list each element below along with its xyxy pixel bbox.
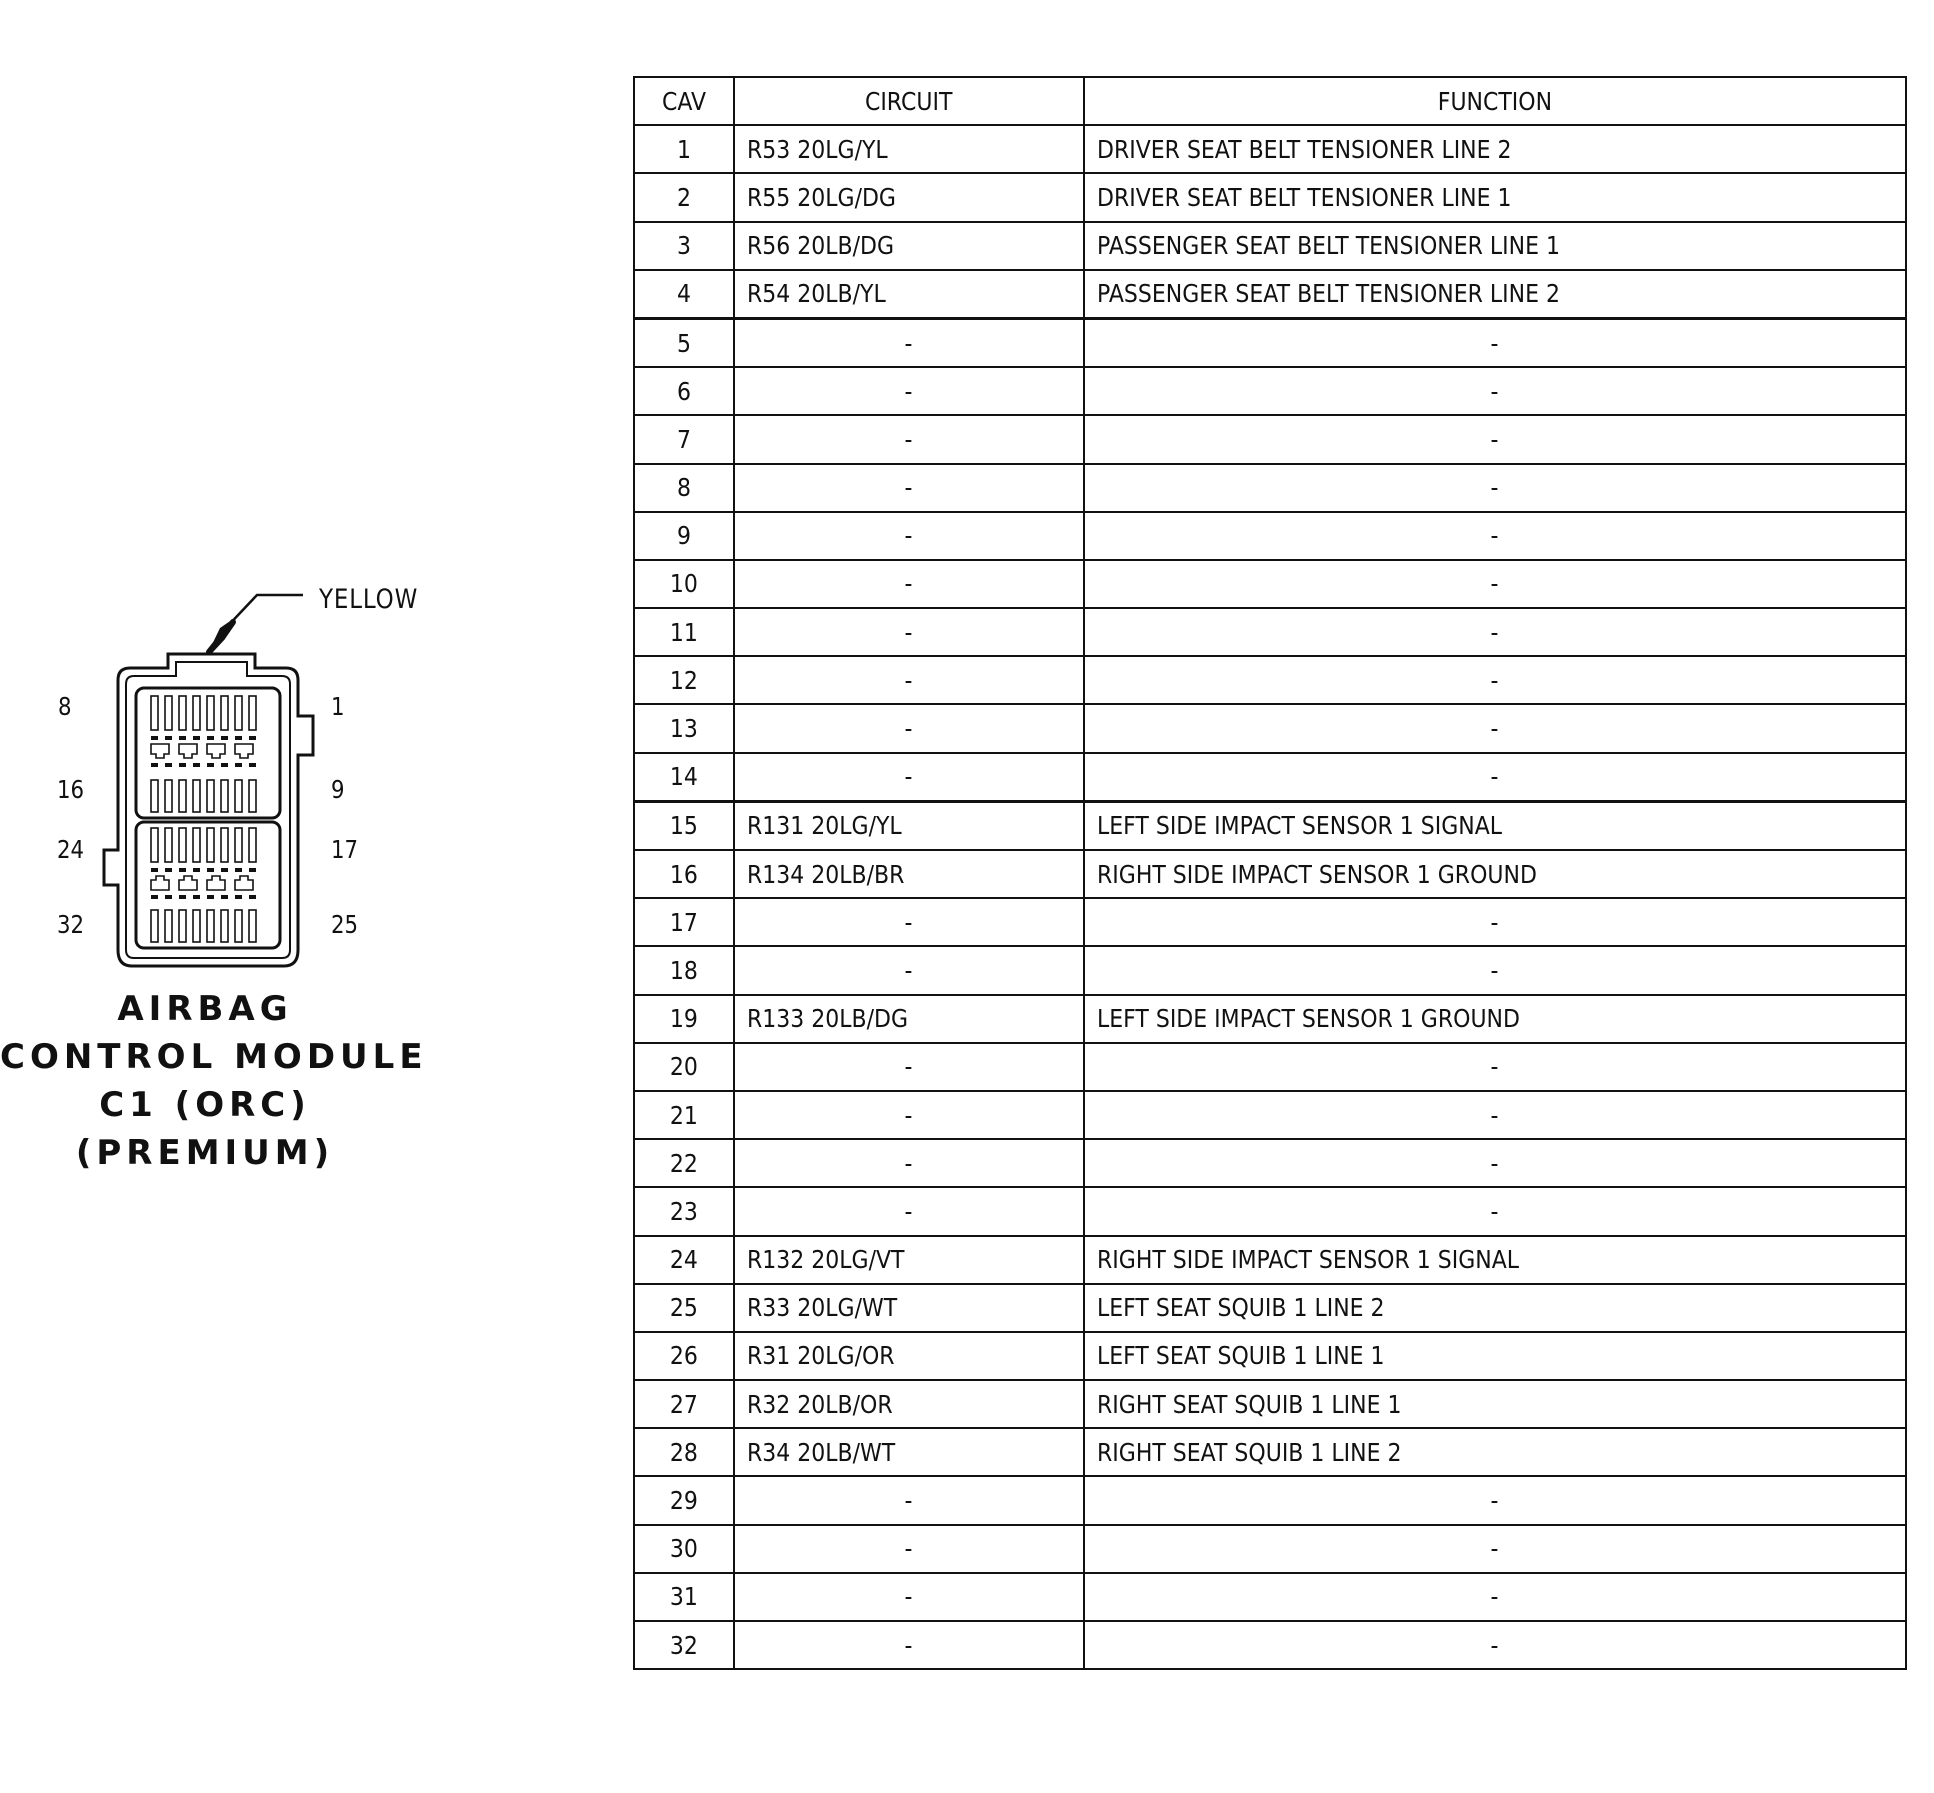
cell-circuit: - [734,512,1084,560]
terminal-mark [165,763,172,767]
cell-cav: 6 [634,367,734,415]
cell-circuit: - [734,318,1084,367]
terminal-slot [235,780,242,812]
terminal-slot [165,910,172,942]
pin-label-25: 25 [331,910,359,939]
cell-function: - [1084,367,1906,415]
table-row [634,1236,1906,1284]
terminal-mark [165,895,172,899]
cell-circuit: R54 20LB/YL [734,270,1084,319]
terminal-mark [221,736,228,740]
terminal-slot [179,910,186,942]
cell-cav: 26 [634,1332,734,1380]
cell-circuit: R132 20LG/VT [734,1236,1084,1284]
cell-circuit: R31 20LG/OR [734,1332,1084,1380]
cell-cav: 9 [634,512,734,560]
terminal-slot [207,828,214,862]
cell-cav: 18 [634,946,734,994]
header-cav: CAV [634,77,734,125]
table-row [634,656,1906,704]
terminal-mark [235,736,242,740]
terminal-slot [249,696,256,730]
cell-circuit: R56 20LB/DG [734,222,1084,270]
terminal-mark [151,868,158,872]
terminal-mark [179,763,186,767]
cell-cav: 10 [634,560,734,608]
terminal-slot [165,696,172,730]
terminal-slot [207,910,214,942]
cell-circuit: R133 20LB/DG [734,995,1084,1043]
cell-function: RIGHT SIDE IMPACT SENSOR 1 GROUND [1084,850,1906,898]
terminal-slot [193,696,200,730]
cell-cav: 31 [634,1573,734,1621]
table-row [634,898,1906,946]
cell-function: DRIVER SEAT BELT TENSIONER LINE 1 [1084,173,1906,221]
cell-circuit: - [734,704,1084,752]
terminal-mark [193,868,200,872]
pin-label-1: 1 [331,692,345,721]
terminal-mark [165,736,172,740]
terminal-slot [165,780,172,812]
connector-color-label: YELLOW [319,584,419,615]
cell-cav: 15 [634,801,734,850]
cell-circuit: - [734,898,1084,946]
cell-cav: 3 [634,222,734,270]
cell-cav: 7 [634,415,734,463]
cell-circuit: - [734,560,1084,608]
cell-function: - [1084,1139,1906,1187]
cell-circuit: - [734,367,1084,415]
terminal-mark [221,868,228,872]
table-row [634,946,1906,994]
cell-function: - [1084,1187,1906,1235]
cell-function: - [1084,318,1906,367]
table-row [634,1332,1906,1380]
terminal-mark [249,868,256,872]
terminal-slot [221,780,228,812]
cell-function: PASSENGER SEAT BELT TENSIONER LINE 1 [1084,222,1906,270]
cell-cav: 29 [634,1476,734,1524]
terminal-mark [221,763,228,767]
connector-title-line: (PREMIUM) [75,1133,335,1173]
cell-cav: 13 [634,704,734,752]
pinout-table [633,76,1907,1670]
connector-title-line: CONTROL MODULE [0,1037,428,1077]
cell-circuit: R34 20LB/WT [734,1428,1084,1476]
table-row [634,1525,1906,1573]
cell-circuit: - [734,656,1084,704]
terminal-slot [221,910,228,942]
cell-circuit: - [734,1621,1084,1669]
cell-function: - [1084,753,1906,802]
cell-circuit: - [734,1139,1084,1187]
cell-cav: 21 [634,1091,734,1139]
cell-function: RIGHT SIDE IMPACT SENSOR 1 SIGNAL [1084,1236,1906,1284]
cell-function: PASSENGER SEAT BELT TENSIONER LINE 2 [1084,270,1906,319]
cell-function: - [1084,946,1906,994]
terminal-mark [207,763,214,767]
cell-function: - [1084,1621,1906,1669]
cell-circuit: R33 20LG/WT [734,1284,1084,1332]
cell-function: LEFT SIDE IMPACT SENSOR 1 SIGNAL [1084,801,1906,850]
cell-function: - [1084,1043,1906,1091]
pin-label-17: 17 [331,835,359,864]
cell-cav: 22 [634,1139,734,1187]
table-header-row [634,77,1906,125]
cell-circuit: - [734,946,1084,994]
cell-function: - [1084,464,1906,512]
cell-function: - [1084,1573,1906,1621]
cell-circuit: - [734,608,1084,656]
table-row [634,512,1906,560]
table-row [634,173,1906,221]
pin-label-16: 16 [57,775,85,804]
connector-title-line: AIRBAG [117,989,293,1029]
cell-circuit: - [734,415,1084,463]
terminal-mark [151,763,158,767]
table-row [634,560,1906,608]
terminal-slot [179,696,186,730]
cell-cav: 17 [634,898,734,946]
cell-function: LEFT SEAT SQUIB 1 LINE 1 [1084,1332,1906,1380]
table-row [634,1187,1906,1235]
terminal-mark [151,895,158,899]
terminal-mark [207,895,214,899]
cell-cav: 8 [634,464,734,512]
terminal-slot [235,828,242,862]
table-row [634,850,1906,898]
cell-cav: 14 [634,753,734,802]
terminal-mark [235,895,242,899]
cell-cav: 19 [634,995,734,1043]
cell-circuit: - [734,1091,1084,1139]
terminal-slot [249,910,256,942]
cell-cav: 20 [634,1043,734,1091]
table-row [634,1428,1906,1476]
table-row [634,367,1906,415]
cell-cav: 4 [634,270,734,319]
cell-function: - [1084,704,1906,752]
table-row [634,125,1906,173]
table-row [634,1091,1906,1139]
table-row [634,801,1906,850]
cell-cav: 27 [634,1380,734,1428]
terminal-slot [193,780,200,812]
cell-circuit: - [734,1525,1084,1573]
terminal-mark [249,736,256,740]
connector-title-line: C1 (ORC) [99,1085,311,1125]
terminal-slot [221,696,228,730]
terminal-mark [193,736,200,740]
terminal-mark [235,868,242,872]
cell-circuit: R32 20LB/OR [734,1380,1084,1428]
table-row [634,1380,1906,1428]
cell-cav: 28 [634,1428,734,1476]
cell-cav: 11 [634,608,734,656]
terminal-slot [207,780,214,812]
cell-function: - [1084,560,1906,608]
cell-function: - [1084,1476,1906,1524]
cell-circuit: - [734,464,1084,512]
table-row [634,1043,1906,1091]
terminal-mark [207,868,214,872]
terminal-mark [193,763,200,767]
cell-function: DRIVER SEAT BELT TENSIONER LINE 2 [1084,125,1906,173]
terminal-slot [151,696,158,730]
cell-function: LEFT SIDE IMPACT SENSOR 1 GROUND [1084,995,1906,1043]
table-row [634,608,1906,656]
cell-circuit: R131 20LG/YL [734,801,1084,850]
cell-cav: 25 [634,1284,734,1332]
connector-title [0,985,428,1177]
terminal-slot [179,828,186,862]
cell-circuit: R134 20LB/BR [734,850,1084,898]
terminal-slot [249,780,256,812]
terminal-mark [165,868,172,872]
terminal-slot [249,828,256,862]
terminal-mark [151,736,158,740]
pin-label-9: 9 [331,775,345,804]
terminal-slot [179,780,186,812]
color-pointer-arrow [207,595,303,655]
cell-cav: 30 [634,1525,734,1573]
pin-label-8: 8 [58,692,72,721]
table-row [634,753,1906,802]
terminal-mark [249,895,256,899]
cell-cav: 1 [634,125,734,173]
table-row [634,318,1906,367]
cell-function: - [1084,1525,1906,1573]
cell-function: RIGHT SEAT SQUIB 1 LINE 2 [1084,1428,1906,1476]
pin-label-24: 24 [57,835,85,864]
cell-function: - [1084,415,1906,463]
table-row [634,222,1906,270]
table-row [634,1476,1906,1524]
cell-circuit: - [734,1187,1084,1235]
table-row [634,704,1906,752]
cell-function: - [1084,608,1906,656]
cell-function: - [1084,1091,1906,1139]
table-row [634,1139,1906,1187]
header-circuit: CIRCUIT [734,77,1084,125]
table-row [634,415,1906,463]
terminal-slot [193,910,200,942]
header-function: FUNCTION [1084,77,1906,125]
table-row [634,464,1906,512]
cell-function: - [1084,656,1906,704]
cell-cav: 24 [634,1236,734,1284]
terminal-mark [193,895,200,899]
cell-cav: 2 [634,173,734,221]
terminal-mark [207,736,214,740]
pin-label-32: 32 [57,910,85,939]
cell-cav: 16 [634,850,734,898]
cell-cav: 23 [634,1187,734,1235]
cell-circuit: - [734,1476,1084,1524]
cell-function: - [1084,898,1906,946]
cell-cav: 12 [634,656,734,704]
cell-cav: 32 [634,1621,734,1669]
cell-circuit: - [734,1043,1084,1091]
terminal-mark [235,763,242,767]
terminal-slot [151,828,158,862]
table-row [634,1284,1906,1332]
terminal-slot [235,696,242,730]
cell-circuit: R55 20LG/DG [734,173,1084,221]
table-row [634,995,1906,1043]
cell-function: LEFT SEAT SQUIB 1 LINE 2 [1084,1284,1906,1332]
terminal-slot [151,780,158,812]
terminal-slot [221,828,228,862]
terminal-mark [221,895,228,899]
table-row [634,270,1906,319]
cell-cav: 5 [634,318,734,367]
table-row [634,1621,1906,1669]
terminal-slot [165,828,172,862]
terminal-slot [193,828,200,862]
terminal-slot [235,910,242,942]
terminal-slot [207,696,214,730]
terminal-mark [179,736,186,740]
terminal-mark [179,868,186,872]
cell-function: - [1084,512,1906,560]
cell-function: RIGHT SEAT SQUIB 1 LINE 1 [1084,1380,1906,1428]
terminal-mark [249,763,256,767]
table-row [634,1573,1906,1621]
cell-circuit: - [734,753,1084,802]
cell-circuit: - [734,1573,1084,1621]
terminal-slot [151,910,158,942]
terminal-mark [179,895,186,899]
cell-circuit: R53 20LG/YL [734,125,1084,173]
